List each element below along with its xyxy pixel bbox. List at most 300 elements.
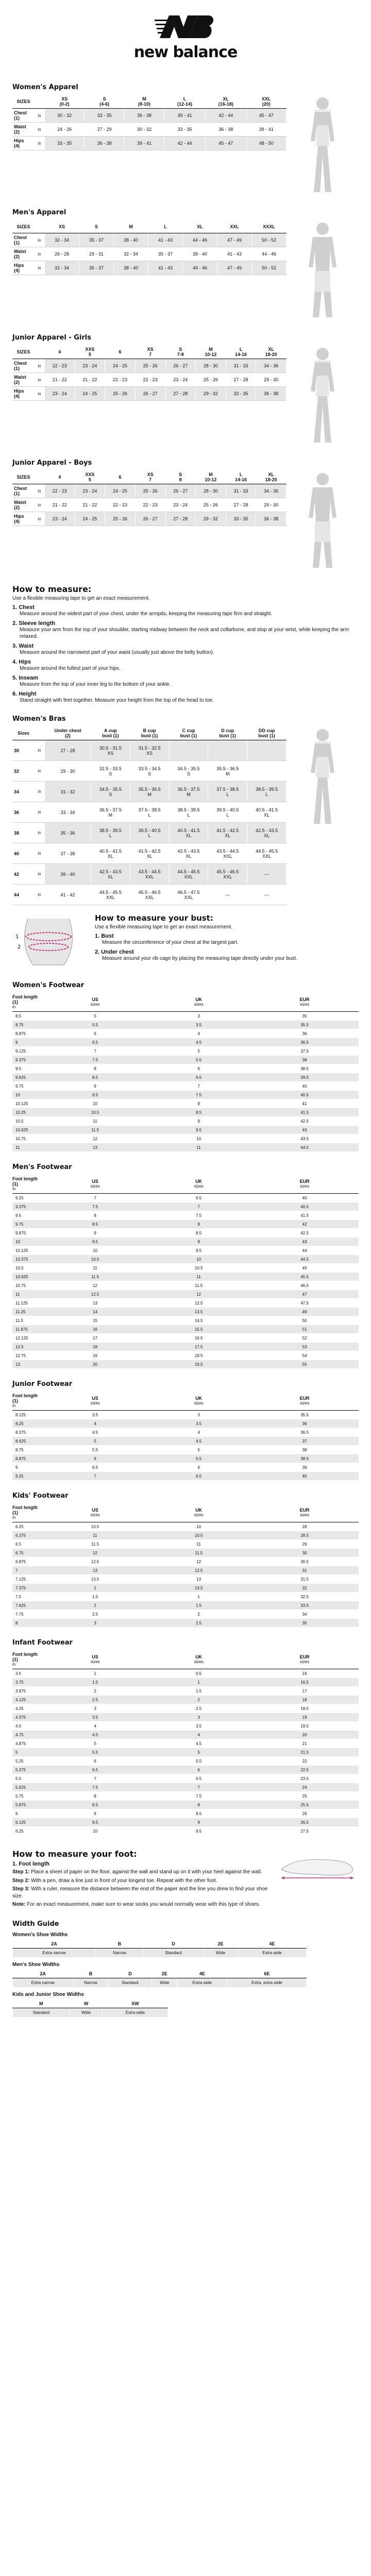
table-cell: 5.25	[12, 1757, 43, 1766]
table-cell: 38 - 40	[114, 261, 148, 275]
table-cell: 5.625	[12, 1783, 43, 1792]
table-cell: 37.5	[250, 1047, 359, 1056]
foot-step: Note: For an exact measurement, make sure to wear socks you would normally wear with this type of shoes.	[12, 1902, 260, 1907]
table-row	[12, 1360, 359, 1369]
table-cell: 34.5 - 35.5 S	[91, 782, 130, 802]
table-cell: 25 - 26	[196, 498, 226, 512]
table-row	[13, 123, 286, 137]
foot-step: Step 1: Place a sheet of paper on the floor, against the wall and stand up on it with your heel against the wall.	[12, 1869, 262, 1875]
table-cell: 12.5	[43, 1290, 147, 1299]
table-cell: 2.5	[43, 1610, 147, 1619]
table-row	[12, 1419, 359, 1428]
womens-apparel-section	[12, 83, 359, 197]
table-cell: Chest (1)	[13, 359, 35, 373]
table-cell: 38.5 - 39.5 L	[169, 802, 208, 823]
column-header: SIZES	[13, 220, 35, 233]
table-cell: 9.5	[12, 1211, 43, 1220]
table-cell: 33 - 35	[226, 512, 256, 526]
table-cell: 10.25	[12, 1108, 43, 1117]
table-cell: in	[35, 823, 45, 843]
table-cell: 13.5	[43, 1575, 147, 1584]
section-title: Women's Apparel	[12, 83, 78, 91]
table-cell: 42.5	[250, 1229, 359, 1238]
table-cell: 8	[147, 1220, 250, 1229]
measure-item-title: 4. Hips	[12, 659, 31, 665]
table-cell: 11	[12, 1143, 43, 1152]
table-cell: 19	[43, 1351, 147, 1360]
table-cell: in	[35, 512, 45, 526]
table-row	[12, 1264, 359, 1273]
girl-figure-icon	[294, 345, 351, 448]
table-cell: 5.375	[12, 1766, 43, 1774]
table-cell: 47.5	[250, 1299, 359, 1308]
column-header: UK sizes	[147, 1650, 250, 1669]
table-cell: 34 - 36	[256, 484, 286, 498]
table-cell: 29	[250, 1540, 359, 1549]
table-cell: 26 - 27	[165, 484, 196, 498]
womens-footwear-section	[12, 981, 359, 1152]
table-cell: 13.5	[147, 1584, 250, 1592]
table-row	[12, 1143, 359, 1152]
table-cell: 32 - 34	[114, 247, 148, 261]
section-title: Kids' Footwear	[12, 1492, 69, 1500]
male-figure-icon	[294, 219, 351, 323]
measure-item-title: 5. Inseam	[12, 675, 39, 681]
table-cell: 5.5	[43, 1021, 147, 1029]
junior-girls-section	[12, 334, 359, 448]
table-cell: in	[35, 782, 45, 802]
measure-item-desc: Measure around the widest part of your chest, under the armpits, keeping the measuring tape firm and straight.	[20, 611, 273, 617]
table-cell: 13	[43, 1566, 147, 1575]
table-cell: 41.5 - 42.5 XL	[208, 823, 247, 843]
table-cell: 4	[147, 1029, 250, 1038]
foot-measure-guide	[12, 1849, 359, 1910]
womens-footwear-table	[12, 992, 359, 1152]
table-cell: 7	[12, 1566, 43, 1575]
table-cell: 39.5 - 40.5 L	[130, 823, 169, 843]
table-cell: 47 - 49	[217, 261, 252, 275]
table-cell: 7.5	[43, 1056, 147, 1064]
table-cell: 45.5 - 46.5 XXL	[130, 885, 169, 905]
table-cell: 26.5	[250, 1818, 359, 1827]
table-cell: 25 - 26	[135, 359, 165, 373]
table-cell: 8.5	[147, 1809, 250, 1818]
table-cell: 3	[147, 1411, 250, 1419]
column-header	[35, 726, 45, 740]
table-cell: 6.25	[12, 1522, 43, 1531]
table-cell: Wide	[204, 1948, 238, 1957]
table-cell: 31 - 32	[45, 782, 91, 802]
table-cell: 26 - 28	[45, 247, 79, 261]
table-row	[12, 1669, 359, 1678]
table-cell: 30 - 32	[124, 123, 164, 137]
table-cell: 4.5	[43, 1731, 147, 1739]
table-cell: 31.5	[250, 1575, 359, 1584]
bust-title: How to measure your bust:	[95, 913, 213, 923]
table-cell: 21 - 22	[75, 498, 105, 512]
table-cell: 10	[147, 1134, 250, 1143]
table-row	[12, 1082, 359, 1091]
table-cell: 3.75	[12, 1678, 43, 1687]
table-cell: 36.5 - 37.5 M	[169, 782, 208, 802]
table-cell: 9	[12, 1038, 43, 1047]
bust-guide	[12, 913, 359, 970]
column-header: US sizes	[43, 1503, 147, 1522]
table-cell: 4	[147, 1428, 250, 1437]
table-cell: 23 - 24	[165, 498, 196, 512]
table-cell: 39.5 - 40.5 L	[208, 802, 247, 823]
column-header: C cup bust (1)	[169, 726, 208, 740]
brand-wordmark: new balance	[133, 43, 238, 61]
table-cell: 31.5 - 32.5 XS	[130, 740, 169, 761]
table-cell: 27 - 28	[45, 740, 91, 761]
table-cell	[208, 740, 247, 761]
table-cell: 7	[147, 1202, 250, 1211]
table-row	[12, 1739, 359, 1748]
table-cell: 7	[147, 1783, 250, 1792]
table-row	[12, 1038, 359, 1047]
table-cell: 30.5	[250, 1557, 359, 1566]
table-cell: 10.5	[43, 1522, 147, 1531]
table-cell: 9	[43, 1809, 147, 1818]
table-cell: 38	[13, 823, 35, 843]
table-cell: 38 - 40	[183, 247, 217, 261]
table-cell: 2	[43, 1601, 147, 1610]
column-header: 2E	[204, 1940, 238, 1948]
table-cell: 22 - 23	[105, 498, 136, 512]
table-cell: 7	[43, 1774, 147, 1783]
table-row	[13, 2008, 168, 2017]
column-header: Sizes	[13, 726, 35, 740]
table-cell: 39 - 41	[246, 123, 286, 137]
table-cell: 5	[12, 1748, 43, 1757]
table-cell: 47	[250, 1290, 359, 1299]
table-cell: 50 - 52	[252, 261, 286, 275]
table-cell: Narrow	[73, 1978, 108, 1987]
column-header: D	[143, 1940, 203, 1948]
column-header: 4	[45, 470, 75, 484]
table-cell: 45.5 - 46.5 XXL	[208, 864, 247, 885]
table-row	[12, 1472, 359, 1481]
table-cell: 1.5	[43, 1592, 147, 1601]
table-cell: 3.5	[147, 1722, 250, 1731]
table-cell: 7.5	[147, 1792, 250, 1801]
table-cell: 43.5	[250, 1134, 359, 1143]
table-cell: 42.5 - 43.5 XL	[247, 823, 286, 843]
table-cell: 24 - 25	[75, 512, 105, 526]
table-cell: 5	[147, 1446, 250, 1454]
table-row	[12, 1273, 359, 1281]
table-cell: 10.5	[43, 1108, 147, 1117]
table-cell: 7.5	[43, 1202, 147, 1211]
table-cell: 11.25	[12, 1308, 43, 1316]
boy-figure-icon	[294, 470, 351, 573]
table-cell: 32.5	[250, 1592, 359, 1601]
section-title: Men's Footwear	[12, 1163, 72, 1171]
foot-step: Step 3: With a ruler, measure the distance between the end of the paper and the line you drew to find your shoe size.	[12, 1886, 268, 1899]
table-cell: 16	[43, 1325, 147, 1334]
table-cell: in	[35, 123, 45, 137]
measure-item	[12, 620, 359, 640]
column-header: XXL (20)	[246, 95, 286, 109]
column-header: Foot length (1) in	[12, 1391, 43, 1411]
table-row	[12, 1255, 359, 1264]
table-row	[12, 1073, 359, 1082]
foot-measure-title: How to measure your foot:	[12, 1849, 137, 1859]
table-cell: 29 - 31	[79, 247, 114, 261]
table-cell: 7.5	[147, 1091, 250, 1099]
table-cell: 3.5	[12, 1669, 43, 1678]
kids-width-table	[12, 1999, 168, 2018]
kids-width-label: Kids and Junior Shoe Widths	[12, 1991, 84, 1997]
table-cell: 41.5	[250, 1108, 359, 1117]
table-cell: 9.5	[43, 1238, 147, 1246]
table-cell: 32	[13, 761, 35, 782]
column-header: XXL	[217, 220, 252, 233]
table-cell: 2.5	[147, 1704, 250, 1713]
column-header: W	[70, 1999, 103, 2008]
table-row	[13, 1978, 307, 1987]
table-cell: 34 - 36	[256, 359, 286, 373]
table-cell: 5.5	[12, 1774, 43, 1783]
table-cell: 10.5	[12, 1264, 43, 1273]
table-cell: 4.5	[147, 1437, 250, 1446]
table-cell: 9	[12, 1463, 43, 1472]
measure-intro: Use a flexible measuring tape to get an exact measurement.	[12, 596, 150, 601]
table-cell: 10.5	[147, 1264, 250, 1273]
table-cell: 31 - 33	[226, 484, 256, 498]
table-row	[13, 247, 286, 261]
table-cell: Chest (1)	[13, 484, 35, 498]
column-header: XS 7	[135, 470, 165, 484]
table-cell: 42.5 - 43.5 XL	[91, 864, 130, 885]
table-row	[12, 1704, 359, 1713]
table-row	[13, 843, 286, 864]
table-cell: 17	[250, 1687, 359, 1696]
table-row	[12, 1766, 359, 1774]
table-cell: 48 - 50	[246, 137, 286, 150]
table-cell: 32.5 - 33.5 S	[91, 761, 130, 782]
infant-footwear-section	[12, 1639, 359, 1836]
table-cell: 27 - 28	[165, 387, 196, 401]
table-cell: 33 - 35	[85, 109, 124, 123]
bust-intro: Use a flexible measuring tape to get an exact measurement.	[95, 924, 232, 930]
table-cell: 29 - 30	[256, 498, 286, 512]
column-header: D	[108, 1970, 152, 1978]
table-cell: 33 - 35	[164, 123, 206, 137]
column-header: DD cup bust (1)	[247, 726, 286, 740]
table-cell: 8.5	[43, 1220, 147, 1229]
table-cell: 10	[12, 1091, 43, 1099]
table-cell: 10.75	[12, 1134, 43, 1143]
table-cell: 23 - 24	[45, 387, 75, 401]
table-cell: Extra narrow	[13, 1948, 96, 1957]
table-cell: 9.875	[12, 1229, 43, 1238]
column-header: D cup bust (1)	[208, 726, 247, 740]
table-row	[12, 1696, 359, 1704]
mens-apparel-table	[12, 219, 286, 275]
table-cell: 39 - 40	[45, 864, 91, 885]
table-cell: 8.5	[12, 1012, 43, 1021]
table-cell: 31 - 33	[226, 359, 256, 373]
table-row	[12, 1557, 359, 1566]
bust-illustration-icon	[12, 913, 85, 970]
table-cell: 34	[13, 782, 35, 802]
table-cell: 52	[250, 1334, 359, 1343]
table-cell: 32 - 34	[45, 261, 79, 275]
table-cell: 16	[250, 1669, 359, 1678]
table-cell: Extra wide	[238, 1948, 306, 1957]
measure-title: How to measure:	[12, 584, 92, 594]
column-header: US sizes	[43, 1391, 147, 1411]
table-cell: 6.25	[12, 1827, 43, 1836]
table-cell: 9.75	[12, 1082, 43, 1091]
table-cell: 1	[43, 1584, 147, 1592]
table-row	[12, 1290, 359, 1299]
table-cell: 28 - 30	[196, 359, 226, 373]
table-row	[12, 1246, 359, 1255]
table-row	[13, 359, 286, 373]
table-row	[13, 761, 286, 782]
table-cell: 8.625	[12, 1437, 43, 1446]
table-row	[12, 1308, 359, 1316]
column-header	[35, 345, 45, 359]
table-cell: 8	[147, 1099, 250, 1108]
table-cell: 12.75	[12, 1351, 43, 1360]
table-cell: 36	[250, 1029, 359, 1038]
table-cell: 8	[147, 1801, 250, 1809]
table-cell: in	[35, 359, 45, 373]
table-cell: 40.5 - 41.5 XL	[169, 823, 208, 843]
table-row	[12, 1351, 359, 1360]
table-cell: 36 - 38	[124, 109, 164, 123]
womens-width-label: Women's Shoe Widths	[12, 1931, 68, 1938]
mens-width-table	[12, 1970, 307, 1988]
table-cell: 13	[43, 1143, 147, 1152]
table-cell: 11.5	[147, 1281, 250, 1290]
table-row	[12, 1056, 359, 1064]
table-cell: ---	[247, 885, 286, 905]
table-row	[13, 885, 286, 905]
table-row	[12, 1091, 359, 1099]
table-cell: 44 - 46	[183, 233, 217, 247]
column-header: L 14-16	[226, 470, 256, 484]
column-header: S 8	[165, 470, 196, 484]
table-cell: 16.5	[147, 1334, 250, 1343]
table-cell: 8	[43, 1792, 147, 1801]
table-cell: 4.375	[12, 1713, 43, 1722]
measure-item-title: 2. Under chest	[95, 949, 134, 955]
table-cell: 26 - 27	[135, 387, 165, 401]
column-header: S	[79, 220, 114, 233]
section-title: Infant Footwear	[12, 1639, 73, 1647]
table-cell: 15	[43, 1316, 147, 1325]
table-cell: 4.5	[12, 1722, 43, 1731]
table-cell: 11	[43, 1117, 147, 1126]
table-cell: 43.5 - 44.5 XXL	[130, 864, 169, 885]
table-cell: 9.75	[12, 1220, 43, 1229]
column-header: EUR sizes	[250, 1391, 359, 1411]
table-cell: 28 - 30	[196, 484, 226, 498]
table-cell: 45.5	[250, 1273, 359, 1281]
table-cell: 9.5	[43, 1818, 147, 1827]
table-cell: Extra wide	[103, 2008, 168, 2017]
table-row	[12, 1809, 359, 1818]
column-header: SIZES	[13, 345, 35, 359]
table-row	[12, 1818, 359, 1827]
table-cell: 6	[43, 1757, 147, 1766]
table-cell: 24 - 25	[105, 484, 136, 498]
table-cell: 4.75	[12, 1731, 43, 1739]
table-cell: 9.5	[43, 1091, 147, 1099]
table-cell: 40.5 - 41.5 XL	[91, 843, 130, 864]
table-cell: 35.5 - 36.5 M	[208, 761, 247, 782]
measure-item	[12, 675, 359, 688]
table-cell: 2	[147, 1696, 250, 1704]
table-cell: 5.5	[43, 1446, 147, 1454]
table-cell: 21.5	[250, 1748, 359, 1757]
table-cell: 33 - 34	[45, 802, 91, 823]
table-cell: 49	[250, 1308, 359, 1316]
table-cell: 37 - 38	[45, 843, 91, 864]
table-cell: 21	[250, 1739, 359, 1748]
table-cell: 23 - 24	[165, 373, 196, 387]
table-cell: Extra narrow	[13, 1978, 74, 1987]
table-cell: 34	[250, 1610, 359, 1619]
column-header: 4E	[177, 1970, 227, 1978]
table-cell: 26 - 27	[135, 512, 165, 526]
column-header: UK sizes	[147, 992, 250, 1012]
measure-item	[95, 949, 297, 962]
table-row	[13, 498, 286, 512]
section-title: Women's Footwear	[12, 981, 85, 989]
table-cell: 22 - 23	[105, 373, 136, 387]
womens-width-table	[12, 1940, 307, 1958]
table-cell: 53	[250, 1343, 359, 1351]
table-cell: 6.5	[43, 1463, 147, 1472]
table-cell: 14.5	[147, 1316, 250, 1325]
table-cell: 12.5	[147, 1299, 250, 1308]
foot-measure-subtitle: 1. Foot length	[12, 1861, 50, 1867]
table-cell: 7.5	[147, 1211, 250, 1220]
table-cell: 7	[43, 1194, 147, 1202]
table-cell: 33.5	[250, 1601, 359, 1610]
column-header: M 10-12	[196, 345, 226, 359]
table-row	[12, 1029, 359, 1038]
table-cell: 40.5	[250, 1091, 359, 1099]
column-header: XS (0-2)	[45, 95, 85, 109]
column-header: B	[73, 1970, 108, 1978]
table-row	[12, 1687, 359, 1696]
table-cell: 6	[147, 1463, 250, 1472]
table-cell: 11	[43, 1531, 147, 1540]
table-cell: 6.5	[147, 1194, 250, 1202]
table-row	[12, 1463, 359, 1472]
table-cell: 11.5	[43, 1540, 147, 1549]
table-cell: 11	[147, 1273, 250, 1281]
table-cell: in	[35, 373, 45, 387]
table-cell: Narrow	[95, 1948, 143, 1957]
table-cell: 28.5	[250, 1531, 359, 1540]
infant-footwear-table	[12, 1650, 359, 1836]
table-cell: 17.5	[147, 1343, 250, 1351]
table-cell: 3	[147, 1012, 250, 1021]
table-row	[13, 387, 286, 401]
table-cell: 12	[147, 1290, 250, 1299]
table-cell: 28	[250, 1522, 359, 1531]
table-cell: 22 - 23	[45, 359, 75, 373]
table-cell: 4.875	[12, 1739, 43, 1748]
